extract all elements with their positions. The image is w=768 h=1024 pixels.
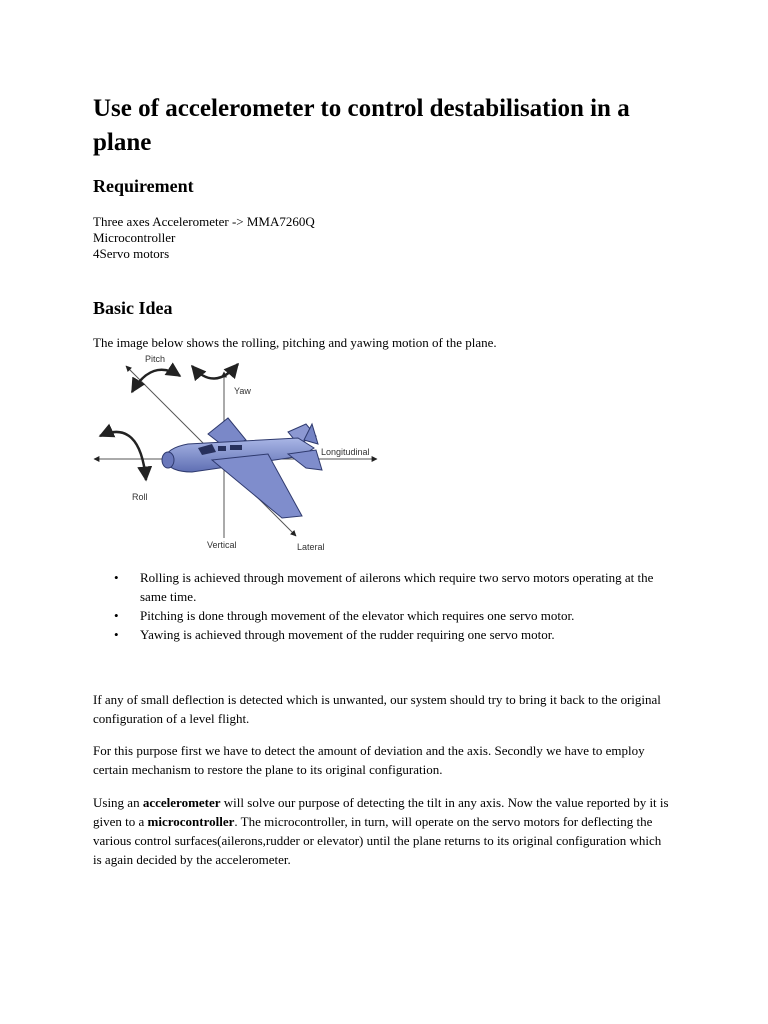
document-title: Use of accelerometer to control destabilisation in a plane — [93, 95, 630, 156]
list-item — [114, 606, 674, 625]
bullet-dot: • — [114, 608, 119, 623]
paragraph-accelerometer — [93, 793, 673, 869]
bullet-text: Pitching is done through movement of the elevator which requires one servo motor. — [140, 608, 575, 623]
requirement-item: Microcontroller — [93, 230, 176, 245]
paragraph-text: . The microcontroller, in turn, will operate on the servo motors for deflecting the various control surfaces(ailerons,rudder or elevator) until the plane returns to its original configuration which is again decided by the accelerometer. — [93, 814, 662, 867]
pitch-arrow — [132, 370, 180, 392]
yaw-label: Yaw — [234, 386, 251, 396]
bullet-dot: • — [114, 570, 119, 585]
paragraph-purpose: For this purpose first we have to detect the amount of deviation and the axis. Secondly we have to employ certain mechanism to restore the plane to its original configuration. — [93, 743, 645, 777]
requirement-list — [93, 214, 315, 262]
bullet-list — [114, 568, 674, 644]
requirement-heading: Requirement — [93, 176, 194, 196]
paragraph-deflection: If any of small deflection is detected which is unwanted, our system should try to bring it back to the original configuration of a level flight. — [93, 692, 661, 726]
pitch-label: Pitch — [145, 354, 166, 364]
list-item — [114, 568, 674, 606]
lateral-label: Lateral — [297, 542, 325, 552]
list-item — [114, 625, 674, 644]
requirement-item: Three axes Accelerometer -> MMA7260Q — [93, 214, 315, 229]
bullet-dot: • — [114, 627, 119, 642]
basic-idea-heading: Basic Idea — [93, 298, 173, 318]
microcontroller-term: microcontroller — [147, 814, 235, 829]
roll-label: Roll — [132, 492, 148, 502]
vertical-label: Vertical — [207, 540, 237, 550]
longitudinal-label: Longitudinal — [321, 447, 370, 457]
yaw-arrow — [192, 364, 238, 379]
bullet-text: Yawing is achieved through movement of the rudder requiring one servo motor. — [140, 627, 555, 642]
plane-illustration — [162, 418, 322, 518]
plane-axes-diagram — [92, 352, 382, 554]
requirement-item: 4Servo motors — [93, 246, 170, 261]
basic-idea-intro: The image below shows the rolling, pitching and yawing motion of the plane. — [93, 335, 497, 350]
bullet-text: Rolling is achieved through movement of ailerons which require two servo motors operating at the same time. — [140, 570, 654, 604]
paragraph-text: Using an — [93, 795, 143, 810]
accelerometer-term: accelerometer — [142, 795, 221, 810]
roll-arrow — [100, 432, 146, 480]
paragraph-text: will solve our purpose of detecting the tilt in any axis. Now the value reported by it is given to a — [93, 795, 669, 829]
